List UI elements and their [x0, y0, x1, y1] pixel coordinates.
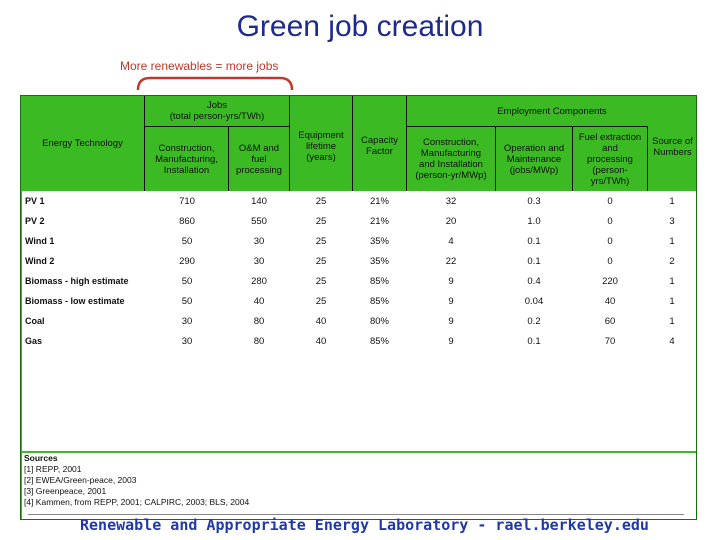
table-cell: 25 — [315, 195, 327, 207]
sources-block — [22, 453, 696, 519]
header-emp-om: Operation and Maintenance (jobs/MWp) — [503, 142, 565, 176]
header-construction: Construction, Manufacturing, Installation — [155, 142, 218, 176]
table-cell: 30 — [181, 335, 193, 347]
table-body — [22, 191, 696, 451]
header-energy-technology: Energy Technology — [42, 138, 123, 149]
table-cell: 0.2 — [527, 315, 541, 327]
source-item: [4] Kammen, from REPP, 2001; CALPIRC, 2003; BLS, 2004 — [24, 497, 250, 507]
table-cell: 25 — [315, 295, 327, 307]
table-cell: 50 — [181, 275, 193, 287]
table-cell: 4 — [669, 335, 675, 347]
table-cell: 280 — [251, 275, 267, 287]
table-cell: 21% — [369, 195, 389, 207]
table-cell: 710 — [179, 195, 195, 207]
table-cell: 50 — [181, 295, 193, 307]
footer-divider — [28, 514, 684, 515]
table-cell: 60 — [604, 315, 616, 327]
header-om: O&M and fuel processing — [236, 142, 282, 176]
table-cell: 80 — [253, 315, 265, 327]
table-cell: 22 — [445, 255, 457, 267]
row-energy-technology: PV 2 — [25, 216, 45, 226]
table-cell: 0 — [607, 235, 613, 247]
sources-heading: Sources — [24, 453, 58, 463]
source-item: [1] REPP, 2001 — [24, 464, 82, 474]
table-row — [22, 311, 696, 331]
table-cell: 1.0 — [527, 215, 541, 227]
table-cell: 1 — [669, 235, 675, 247]
table-cell: 30 — [253, 235, 265, 247]
table-cell: 3 — [669, 215, 675, 227]
table-cell: 550 — [251, 215, 267, 227]
table-cell: 40 — [604, 295, 616, 307]
table-cell: 25 — [315, 215, 327, 227]
table-cell: 30 — [181, 315, 193, 327]
header-emp-construction: Construction, Manufacturing and Installation (person-yr/MWp) — [415, 137, 487, 181]
row-energy-technology: Wind 1 — [25, 236, 55, 246]
row-energy-technology: Biomass - high estimate — [25, 276, 129, 286]
table-cell: 85% — [369, 275, 389, 287]
table-row — [22, 291, 696, 311]
table-cell: 0.3 — [527, 195, 541, 207]
source-item: [3] Greenpeace, 2001 — [24, 486, 107, 496]
table-cell: 9 — [448, 295, 454, 307]
table-cell: 9 — [448, 275, 454, 287]
table-header — [21, 96, 696, 191]
header-source-numbers: Source of Numbers — [652, 136, 693, 158]
page-title: Green job creation — [236, 10, 484, 43]
table-cell: 40 — [315, 335, 327, 347]
table-cell: 0 — [607, 215, 613, 227]
row-energy-technology: Biomass - low estimate — [25, 296, 125, 306]
brace-icon — [136, 74, 294, 92]
table-cell: 220 — [602, 275, 618, 287]
table-cell: 40 — [315, 315, 327, 327]
jobs-table — [20, 95, 697, 520]
table-row — [22, 271, 696, 291]
table-cell: 0.1 — [527, 335, 541, 347]
table-cell: 0 — [607, 255, 613, 267]
subtitle: More renewables = more jobs — [120, 59, 279, 73]
header-jobs-group: Jobs (total person-yrs/TWh) — [169, 100, 265, 122]
footer-text: Renewable and Appropriate Energy Laboratory - rael.berkeley.edu — [80, 516, 649, 534]
table-cell: 9 — [448, 335, 454, 347]
table-cell: 30 — [253, 255, 265, 267]
source-item: [2] EWEA/Green-peace, 2003 — [24, 475, 137, 485]
table-cell: 4 — [448, 235, 454, 247]
table-cell: 35% — [369, 235, 389, 247]
table-cell: 0.1 — [527, 255, 541, 267]
table-cell: 2 — [669, 255, 675, 267]
table-cell: 0 — [607, 195, 613, 207]
table-cell: 80% — [369, 315, 389, 327]
table-cell: 20 — [445, 215, 457, 227]
table-cell: 1 — [669, 315, 675, 327]
table-row — [22, 251, 696, 271]
table-cell: 1 — [669, 295, 675, 307]
header-employment-group: Employment Components — [497, 105, 607, 117]
table-cell: 0.1 — [527, 235, 541, 247]
header-fuel-extraction: Fuel extraction and processing (person- yrs/TWh) — [578, 131, 642, 187]
table-row — [22, 331, 696, 351]
table-cell: 35% — [369, 255, 389, 267]
row-energy-technology: Coal — [25, 316, 45, 326]
table-cell: 85% — [369, 335, 389, 347]
table-cell: 0.04 — [524, 295, 544, 307]
table-cell: 70 — [604, 335, 616, 347]
table-row — [22, 231, 696, 251]
row-energy-technology: Gas — [25, 336, 43, 346]
table-cell: 80 — [253, 335, 265, 347]
table-cell: 0.4 — [527, 275, 541, 287]
table-cell: 140 — [251, 195, 267, 207]
table-cell: 1 — [669, 275, 675, 287]
header-equipment-lifetime: Equipment lifetime (years) — [298, 129, 344, 163]
table-cell: 9 — [448, 315, 454, 327]
table-cell: 25 — [315, 275, 327, 287]
table-cell: 21% — [369, 215, 389, 227]
table-cell: 50 — [181, 235, 193, 247]
table-cell: 40 — [253, 295, 265, 307]
table-cell: 32 — [445, 195, 457, 207]
table-row — [22, 191, 696, 211]
header-capacity-factor: Capacity Factor — [361, 135, 398, 157]
table-cell: 25 — [315, 235, 327, 247]
row-energy-technology: Wind 2 — [25, 256, 55, 266]
row-energy-technology: PV 1 — [25, 196, 45, 206]
table-cell: 1 — [669, 195, 675, 207]
table-cell: 860 — [179, 215, 195, 227]
table-cell: 85% — [369, 295, 389, 307]
table-cell: 290 — [179, 255, 195, 267]
table-row — [22, 211, 696, 231]
table-cell: 25 — [315, 255, 327, 267]
